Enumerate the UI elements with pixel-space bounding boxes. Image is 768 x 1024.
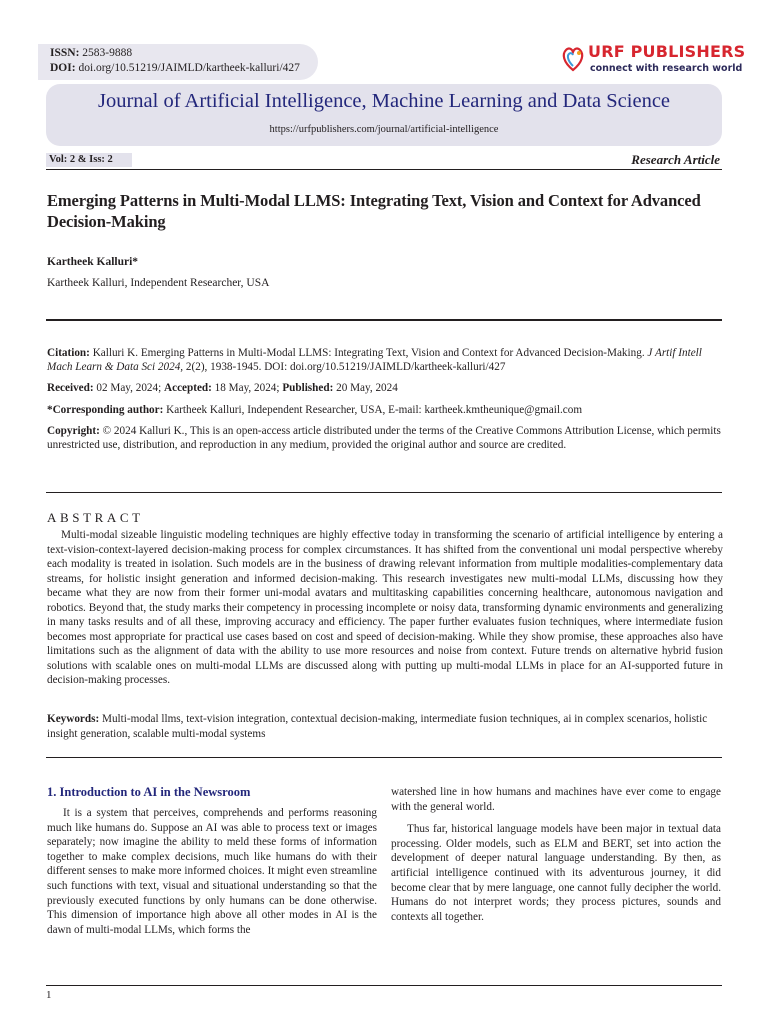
- abstract-divider: [46, 757, 722, 758]
- publisher-tagline: connect with research world: [590, 63, 743, 74]
- journal-title: Journal of Artificial Intelligence, Machine Learning and Data Science: [97, 90, 671, 112]
- body-column-left: It is a system that perceives, comprehends and performs reasoning much like humans do. Suppose an AI was able to process text or images separately; now imagine the ability to meld these forms of information together to make complex decisions, much like humans do with their different senses to make more informed choices. It might even streamline such functions with text, visual and situational understanding so that the previously executed functions by only humans can be done otherwise. This dimension of importance high above all other modes in AI is the dawn of multi-modal LLMs, which forms the: [47, 807, 377, 936]
- page-number: 1: [46, 989, 52, 1001]
- article-type: Research Article: [631, 152, 720, 167]
- publisher-logo-icon: [560, 44, 586, 72]
- doi-value[interactable]: doi.org/10.51219/JAIMLD/kartheek-kalluri/427: [78, 62, 300, 74]
- author-name: Kartheek Kalluri*: [47, 256, 139, 268]
- issn-line: ISSN: 2583-9888: [50, 47, 133, 59]
- citation: Citation: Kalluri K. Emerging Patterns in Multi-Modal LLMS: Integrating Text, Vision and Context for Advanced Decision-Making. J Artif Intell Mach Learn & Data Sci 2024, 2(2), 1938-1945. DOI: doi.org/10.51219/JAIMLD/kartheek-kalluri/427: [47, 347, 702, 374]
- section-heading: 1. Introduction to AI in the Newsroom: [47, 785, 251, 799]
- abstract-body: Multi-modal sizeable linguistic modeling techniques are highly effective today in transforming the scenario of artificial intelligence by entering a text-vision-context-layered decision-making process for complex circumstances. It has shifted from the conventional uni modal perspective whereby each modality is treated in isolation. Such models are in the business of drawing relevant information from multiple modalities-complementary data streams, for holistic insight generation and informed decision-making. This research investigates new multi-modal LLMs, discussing how they became what they are now from their former uni-modal avatars and multitasking capabilities concerning healthcare, autonomous navigation and robotics. Beyond that, the study marks their competency in processing incomplete or noisy data, transforming dynamic environments and generalizing in many tasks results and of all these, improving accuracy and efficiency. The paper further evaluates fusion techniques, where intermediate fusion becomes most appropriate for practical use cases based on cost and speed of decision-making. While they show promise, these approaches also have limitations such as the alignment of data with the ability to use more resources and noise from context. Future trends on alternative hybrid fusion solutions with scalable ones on multi-modal LLMs are discussed along with putting up multi-modal LLMs in place for an AI-supported future in decision-making processes.: [47, 529, 723, 686]
- author-affiliation: Kartheek Kalluri, Independent Researcher, USA: [47, 277, 270, 289]
- paragraph-continued: watershed line in how humans and machines have ever come to engage with the general world.: [391, 786, 721, 813]
- doi-line: DOI: doi.org/10.51219/JAIMLD/kartheek-kalluri/427: [50, 62, 300, 74]
- publisher-name: URF PUBLISHERS: [588, 42, 746, 61]
- journal-id-box: [38, 44, 318, 80]
- paragraph: Thus far, historical language models have been major in textual data processing. Older models, such as ELM and BERT, set into action the development of deeper natural language understanding. By then, as artificial intelligence continued with its adventurous journey, it did become clear that by mere language, one cannot fully decipher the world. Humans do not interpret words; they process pictures, sounds and contexts all together.: [391, 823, 721, 923]
- issn-value: 2583-9888: [82, 47, 133, 59]
- meta-divider: [46, 492, 722, 493]
- publisher-logo: [560, 42, 746, 78]
- footer-divider: [46, 985, 722, 986]
- paper-title: Emerging Patterns in Multi-Modal LLMS: Integrating Text, Vision and Context for Advanced Decision-Making: [47, 191, 701, 231]
- corresponding-author: *Corresponding author: Kartheek Kalluri, Independent Researcher, USA, E-mail: kartheek.kmtheunique@gmail.com: [47, 404, 583, 416]
- header-divider: [46, 169, 722, 170]
- body-column-right: [391, 785, 721, 932]
- journal-url[interactable]: https://urfpublishers.com/journal/artificial-intelligence: [269, 124, 499, 135]
- dates-line: Received: 02 May, 2024; Accepted: 18 May, 2024; Published: 20 May, 2024: [47, 382, 398, 394]
- title-divider: [46, 319, 722, 321]
- volume-tag: Vol: 2 & Iss: 2: [46, 153, 132, 167]
- journal-banner: [46, 84, 722, 146]
- copyright: Copyright: © 2024 Kalluri K., This is an open-access article distributed under the terms of the Creative Commons Attribution License, which permits unrestricted use, distribution, and reproduction in any medium, provided the original author and source are credited.: [47, 425, 721, 452]
- abstract-heading: ABSTRACT: [47, 510, 144, 525]
- keywords: Keywords: Multi-modal llms, text-vision integration, contextual decision-making, intermediate fusion techniques, ai in complex scenarios, holistic insight generation, scalable multi-modal systems: [47, 713, 708, 740]
